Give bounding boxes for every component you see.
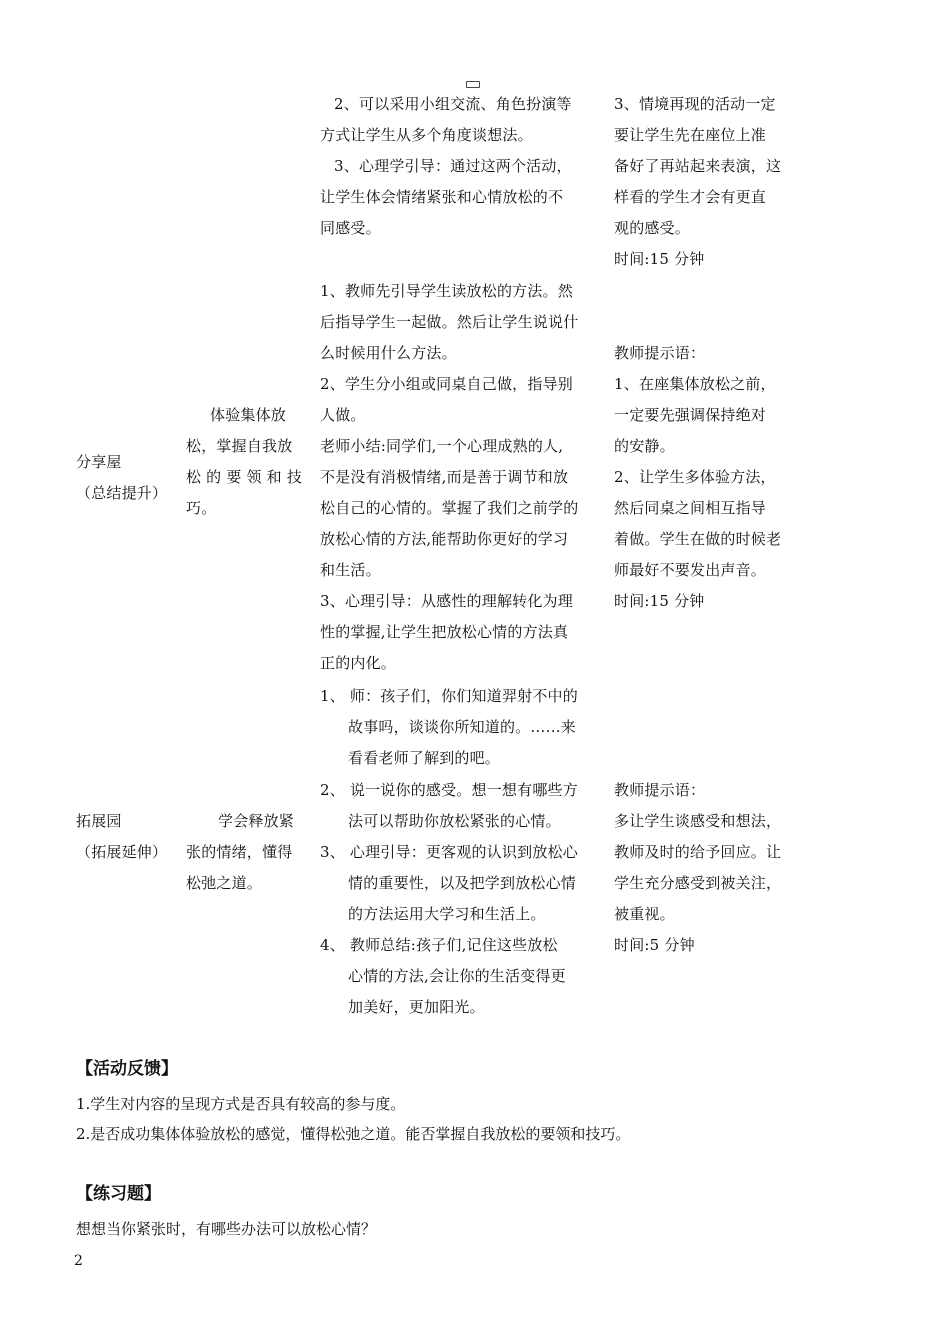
text-line: 观的感受。: [614, 219, 691, 237]
time-label: 时间:5 分钟: [614, 936, 695, 954]
section-subtitle: （总结提升）: [76, 484, 168, 502]
text-line: 学生充分感受到被关注，: [614, 874, 782, 892]
goal-line: 张的情绪，懂得: [186, 843, 293, 861]
section-name: 分享屋: [76, 453, 122, 471]
text-line: 3、情境再现的活动一定: [614, 95, 776, 113]
exercise-heading: 【练习题】: [76, 1184, 161, 1204]
goal-line: 学会释放紧: [218, 812, 295, 830]
text-line: 3、心理学引导：通过这两个活动，: [334, 157, 572, 175]
text-line: 样看的学生才会有更直: [614, 188, 767, 206]
text-line: 的安静。: [614, 437, 675, 455]
text-line: 备好了再站起来表演，这: [614, 157, 782, 175]
text-line: 师最好不要发出声音。: [614, 561, 767, 579]
text-line: 正的内化。: [320, 654, 397, 672]
text-line: 的方法运用大学习和生活上。: [348, 905, 546, 923]
text-line: 着做。学生在做的时候老: [614, 530, 782, 548]
text-line: 松自己的心情的。掌握了我们之前学的: [320, 499, 579, 517]
text-line: 同感受。: [320, 219, 381, 237]
text-line: 3、 心理引导：更客观的认识到放松心: [320, 843, 578, 861]
section-name: 拓展园: [76, 812, 122, 830]
goal-line: 体验集体放: [210, 406, 287, 424]
text-line: 一定要先强调保持绝对: [614, 406, 767, 424]
text-line: 后指导学生一起做。然后让学生说说什: [320, 313, 579, 331]
text-line: 要让学生先在座位上准: [614, 126, 767, 144]
text-line: 1、 师：孩子们，你们知道羿射不中的: [320, 687, 578, 705]
text-line: 故事吗，谈谈你所知道的。……来: [348, 718, 577, 736]
text-line: 和生活。: [320, 561, 381, 579]
text-line: 人做。: [320, 406, 366, 424]
time-label: 时间:15 分钟: [614, 250, 705, 268]
text-line: 情的重要性，以及把学到放松心情: [348, 874, 577, 892]
text-line: 让学生体会情绪紧张和心情放松的不: [320, 188, 564, 206]
text-line: 2、可以采用小组交流、角色扮演等: [334, 95, 572, 113]
text-line: 被重视。: [614, 905, 675, 923]
page-mark: [466, 81, 480, 88]
text-line: 4、 教师总结:孩子们,记住这些放松: [320, 936, 558, 954]
text-line: 1、教师先引导学生读放松的方法。然: [320, 282, 573, 300]
goal-line: 松 的 要 领 和 技: [186, 468, 303, 486]
text-line: 性的掌握,让学生把放松心情的方法真: [320, 623, 569, 641]
exercise-question: 想想当你紧张时，有哪些办法可以放松心情？: [76, 1220, 377, 1238]
tip-title: 教师提示语：: [614, 344, 706, 362]
feedback-item: 2.是否成功集体体验放松的感觉，懂得松弛之道。能否掌握自我放松的要领和技巧。: [76, 1125, 631, 1143]
text-line: 看看老师了解到的吧。: [348, 749, 501, 767]
text-line: 然后同桌之间相互指导: [614, 499, 767, 517]
feedback-heading: 【活动反馈】: [76, 1059, 178, 1079]
tip-title: 教师提示语：: [614, 781, 706, 799]
text-line: 2、 说一说你的感受。想一想有哪些方: [320, 781, 578, 799]
text-line: 3、心理引导：从感性的理解转化为理: [320, 592, 573, 610]
time-label: 时间:15 分钟: [614, 592, 705, 610]
feedback-item: 1.学生对内容的呈现方式是否具有较高的参与度。: [76, 1095, 406, 1113]
text-line: 心情的方法,会让你的生活变得更: [348, 967, 566, 985]
text-line: 放松心情的方法,能帮助你更好的学习: [320, 530, 569, 548]
goal-line: 松弛之道。: [186, 874, 263, 892]
text-line: 加美好，更加阳光。: [348, 998, 485, 1016]
text-line: 不是没有消极情绪,而是善于调节和放: [320, 468, 569, 486]
text-line: 方式让学生从多个角度谈想法。: [320, 126, 533, 144]
text-line: 2、学生分小组或同桌自己做，指导别: [320, 375, 573, 393]
goal-line: 巧。: [186, 499, 217, 517]
text-line: 1、在座集体放松之前，: [614, 375, 776, 393]
section-subtitle: （拓展延伸）: [76, 843, 168, 861]
goal-line: 松，掌握自我放: [186, 437, 293, 455]
text-line: 教师及时的给予回应。让: [614, 843, 782, 861]
text-line: 2、让学生多体验方法，: [614, 468, 776, 486]
text-line: 法可以帮助你放松紧张的心情。: [348, 812, 561, 830]
text-line: 多让学生谈感受和想法，: [614, 812, 782, 830]
page-number: 2: [74, 1253, 83, 1269]
text-line: 么时候用什么方法。: [320, 344, 457, 362]
text-line: 老师小结:同学们,一个心理成熟的人,: [320, 437, 564, 455]
